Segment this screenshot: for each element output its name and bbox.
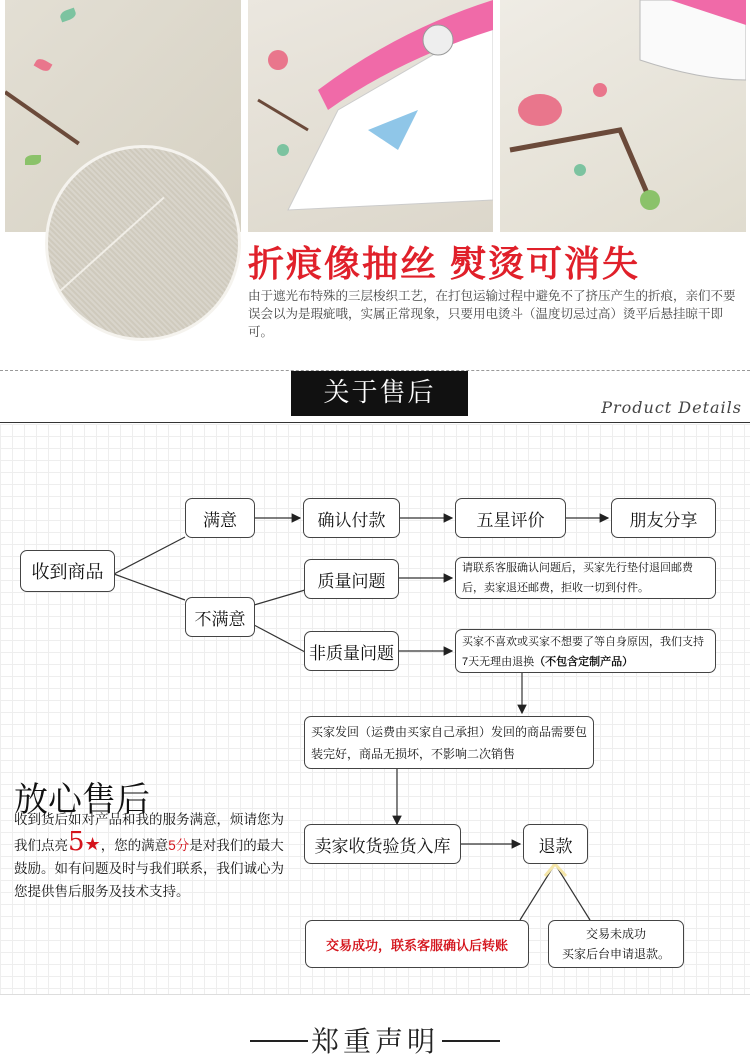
- note-non-quality-issue: [455, 629, 716, 673]
- node-seller-receive-inspect: 卖家收货验货入库: [304, 824, 461, 864]
- note-custom-exclusion: （不包含定制产品）: [534, 656, 634, 668]
- node-transaction-success: 交易成功，联系客服确认后转账: [305, 920, 529, 968]
- node-confirm-payment: 确认付款: [303, 498, 400, 538]
- node-receive-goods: 收到商品: [20, 550, 115, 592]
- footer-title: 郑重声明: [310, 1025, 439, 1058]
- hero-description: 由于遮光布特殊的三层梭织工艺，在打包运输过程中避免不了挤压产生的折痕，亲们不要误会以为是瑕疵哦，实属正常现象，只要用电烫斗（温度切忌过高）烫平后悬挂晾干即可。: [248, 289, 736, 339]
- aftersale-text-b: ，您的满意: [100, 838, 169, 853]
- star-icon: ★: [84, 834, 101, 854]
- five-number: 5: [68, 827, 85, 857]
- aftersale-title: 放心售后: [14, 781, 150, 819]
- node-satisfied: 满意: [185, 498, 255, 538]
- node-refund: 退款: [523, 824, 588, 864]
- section-title: 关于售后: [291, 371, 468, 416]
- node-quality-issue: 质量问题: [304, 559, 399, 599]
- node-non-quality-issue: 非质量问题: [304, 631, 399, 671]
- hero-title: 折痕像抽丝 熨烫可消失: [248, 243, 641, 284]
- score-five: 5分: [168, 838, 190, 853]
- aftersale-text-a: 收到货后如对产品和我的服务满意，烦请您为我们点亮: [14, 812, 284, 853]
- footer-line-right: [442, 1040, 500, 1042]
- bottom-divider: [0, 994, 750, 995]
- node-five-star-review: 五星评价: [455, 498, 566, 538]
- aftersale-text-c: 是对我们的最大鼓励。如有问题及时与我们联系，我们诚心为您提供售后服务及技术支持。: [14, 838, 284, 899]
- failed-line-1: 交易未成功: [585, 927, 646, 941]
- failed-line-2: 买家后台申请退款。: [561, 947, 670, 961]
- node-unsatisfied: 不满意: [185, 597, 255, 637]
- node-share-with-friends: 朋友分享: [611, 498, 716, 538]
- note-return-shipping: 买家发回（运费由买家自己承担）发回的商品需要包装完好，商品无损坏，不影响二次销售: [304, 716, 594, 769]
- aftersale-text: [14, 808, 286, 903]
- note-quality-issue: 请联系客服确认问题后，买家先行垫付退回邮费后，卖家退还邮费，拒收一切到付件。: [455, 557, 716, 599]
- section-subtitle: Product Details: [601, 398, 742, 417]
- node-transaction-failed: [548, 920, 684, 968]
- note-non-quality-text: 买家不喜欢或买家不想要了等自身原因，我们支持7天无理由退换: [462, 636, 704, 668]
